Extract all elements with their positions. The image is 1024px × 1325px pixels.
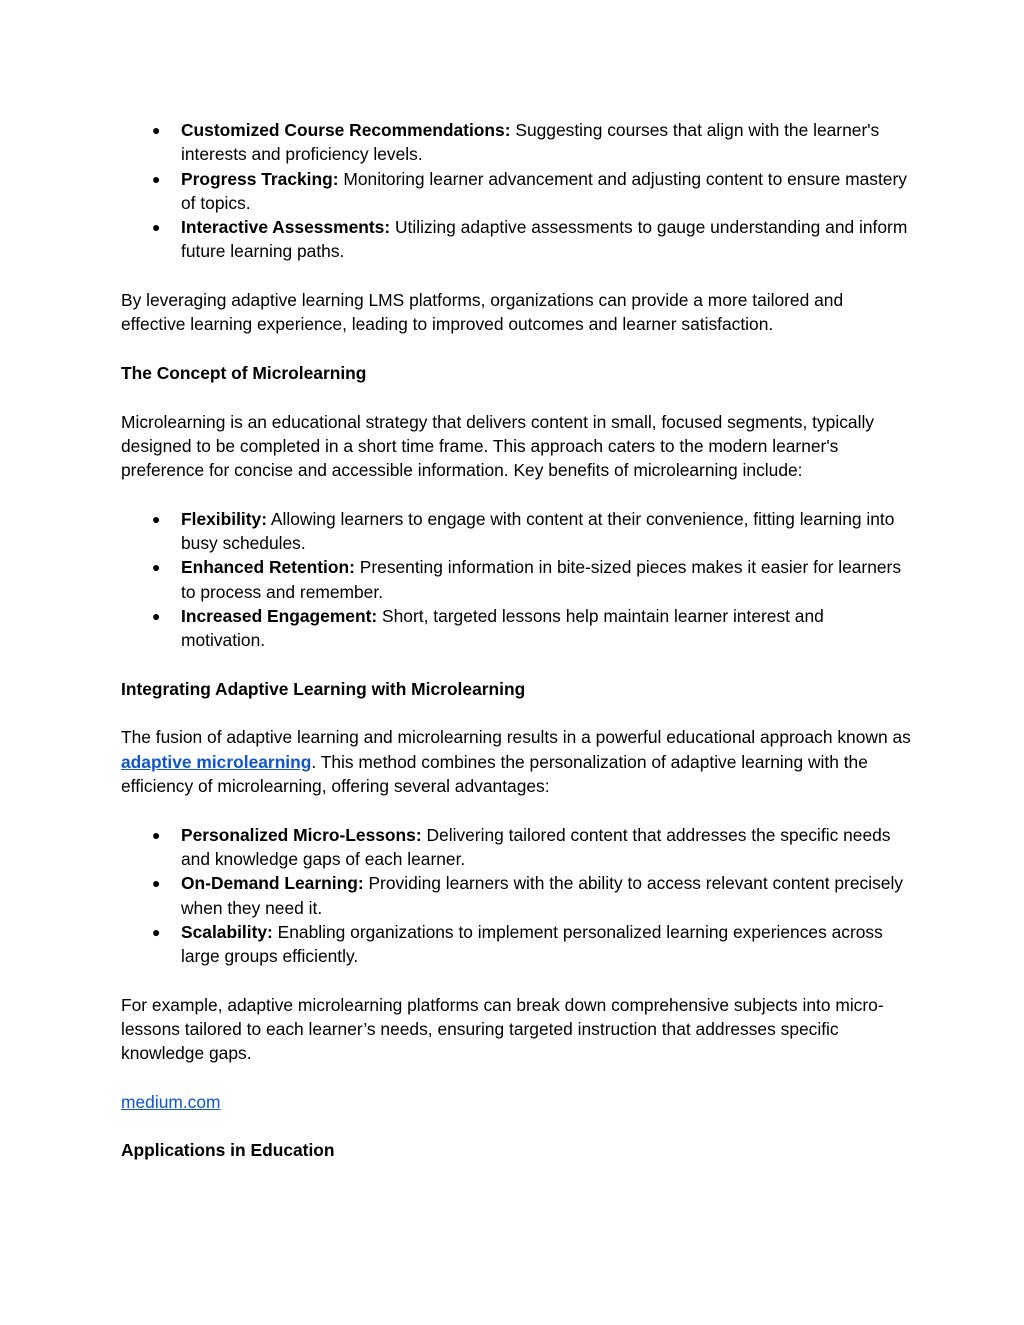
bullet-icon: ● (152, 219, 161, 236)
bullet-icon: ● (152, 875, 161, 892)
adaptive-microlearning-link[interactable]: adaptive microlearning (121, 751, 312, 772)
bullet-list-adaptive-advantages (121, 823, 911, 969)
list-item-text: Enabling organizations to implement personalized learning experiences across large groups efficiently. (181, 921, 883, 967)
paragraph-text: . This method combines the personalization of adaptive learning with the efficiency of microlearning, offering several advantages: (121, 751, 868, 797)
paragraph-lms-summary: By leveraging adaptive learning LMS platforms, organizations can provide a more tailored and effective learning experience, leading to improved outcomes and learner satisfaction. (121, 290, 844, 335)
bullet-icon: ● (152, 923, 161, 940)
bullet-icon: ● (152, 826, 161, 843)
list-item (121, 118, 911, 167)
list-item-text: Utilizing adaptive assessments to gauge understanding and inform future learning paths. (181, 217, 908, 262)
list-item (121, 555, 911, 604)
bullet-icon: ● (152, 122, 161, 138)
source-link-medium[interactable]: medium.com (121, 1091, 221, 1112)
source-paragraph (121, 1090, 911, 1114)
paragraph-microlearning-definition: Microlearning is an educational strategy that delivers content in small, focused segments, typically designed to be completed in a short time frame. This approach caters to the modern learner's preference for concise and accessible information. Key benefits of microlearning include: (121, 411, 875, 481)
bullet-icon: ● (152, 607, 161, 624)
bullet-icon: ● (152, 510, 161, 527)
list-item-term: Interactive Assessments: (181, 217, 391, 238)
list-item-text: Presenting information in bite-sized pieces makes it easier for learners to process and remember. (181, 557, 902, 602)
list-item-term: Increased Engagement: (181, 605, 378, 626)
list-item (121, 604, 911, 653)
paragraph-adaptive-microlearning (121, 725, 911, 798)
paragraph-example: For example, adaptive microlearning platforms can break down comprehensive subjects into micro-lessons tailored to each learner’s needs, ensuring targeted instruction that addresses specific knowledge gaps. (121, 994, 884, 1064)
list-item-term: Flexibility: (181, 508, 268, 529)
bullet-list-lms-features (121, 118, 911, 264)
list-item (121, 823, 911, 872)
list-item-text: Allowing learners to engage with content at their convenience, fitting learning into busy schedules. (181, 508, 895, 554)
list-item-text: Delivering tailored content that addresses the specific needs and knowledge gaps of each learner. (181, 824, 891, 869)
list-item-text: Short, targeted lessons help maintain learner interest and motivation. (181, 605, 824, 651)
list-item (121, 167, 911, 216)
paragraph-text: The fusion of adaptive learning and microlearning results in a powerful educational approach known as (121, 727, 911, 748)
list-item (121, 507, 911, 556)
list-item-term: Scalability: (181, 921, 273, 942)
list-item-term: Customized Course Recommendations: (181, 120, 511, 140)
list-item-term: Enhanced Retention: (181, 557, 355, 578)
list-item (121, 871, 911, 920)
bullet-list-microlearning-benefits (121, 507, 911, 653)
list-item-text: Providing learners with the ability to access relevant content precisely when they need it. (181, 873, 903, 918)
document-body (121, 118, 911, 1187)
heading-integrating-adaptive-learning: Integrating Adaptive Learning with Microlearning (121, 678, 526, 699)
heading-microlearning-concept: The Concept of Microlearning (121, 362, 367, 383)
bullet-icon: ● (152, 170, 161, 187)
list-item-term: On-Demand Learning: (181, 873, 364, 894)
list-item-term: Progress Tracking: (181, 168, 339, 189)
list-item-text: Monitoring learner advancement and adjusting content to ensure mastery of topics. (181, 168, 907, 213)
list-item (121, 920, 911, 969)
list-item (121, 215, 911, 264)
list-item-term: Personalized Micro-Lessons: (181, 824, 422, 845)
list-item-text: Suggesting courses that align with the learner's interests and proficiency levels. (181, 120, 880, 165)
heading-applications-in-education: Applications in Education (121, 1140, 335, 1161)
bullet-icon: ● (152, 559, 161, 576)
